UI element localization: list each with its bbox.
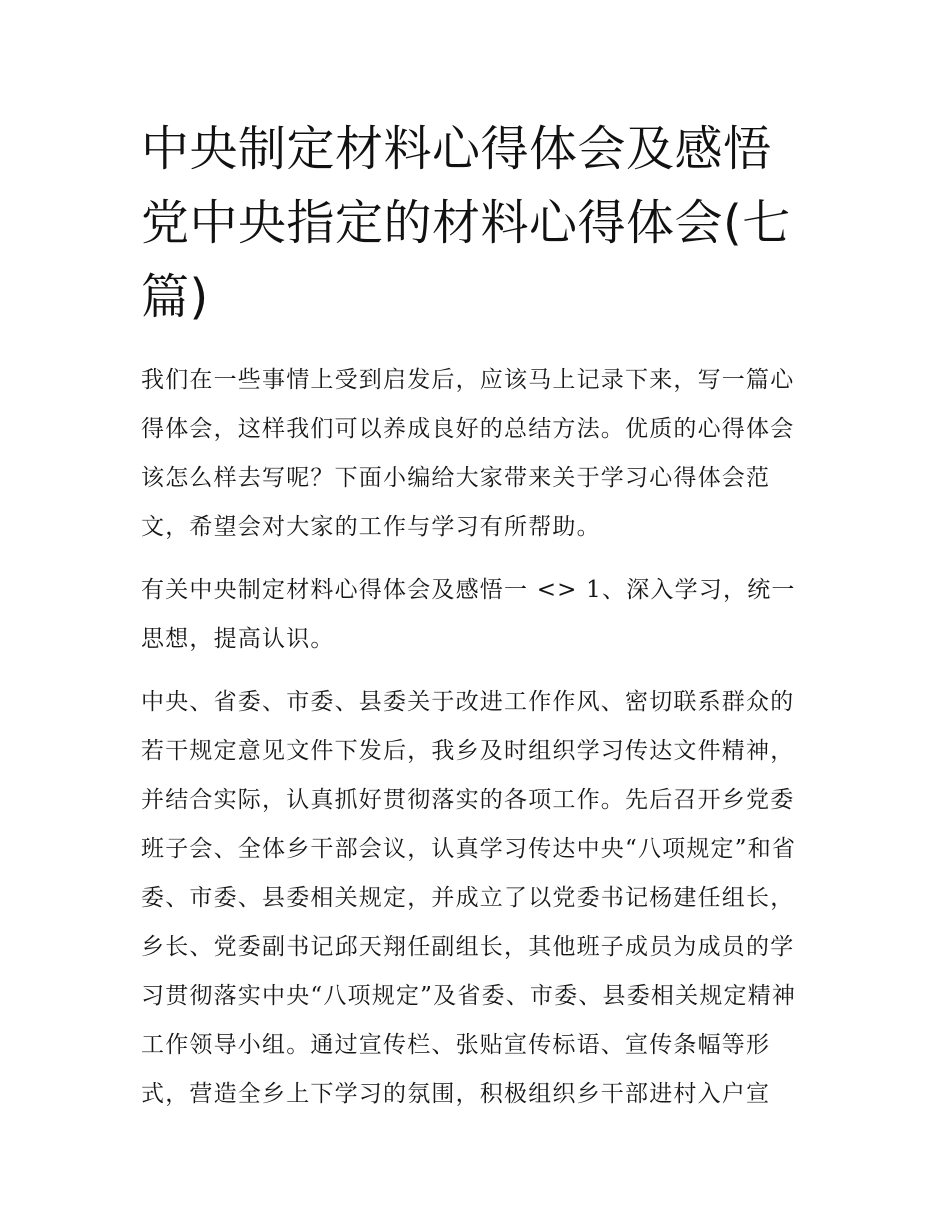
body-paragraph: 中央、省委、市委、县委关于改进工作作风、密切联系群众的若干规定意见文件下发后，我乡及时组织学习传达文件精神，并结合实际，认真抓好贯彻落实的各项工作。先后召开乡党委班子会、全体乡干部会议，认真学习传达中央“八项规定”和省委、市委、县委相关规定，并成立了以党委书记杨建任组长，乡长、党委副书记邱天翔任副组长，其他班子成员为成员的学习贯彻落实中央“八项规定”及省委、市委、县委相关规定精神工作领导小组。通过宣传栏、张贴宣传标语、宣传条幅等形式，营造全乡上下学习的氛围，积极组织乡干部进村入户宣 — [141, 689, 797, 1107]
document-body — [141, 112, 813, 1119]
section-heading-paragraph: 有关中央制定材料心得体会及感悟一 <> 1、深入学习，统一思想，提高认识。 — [141, 577, 796, 652]
document-title: 中央制定材料心得体会及感悟党中央指定的材料心得体会(七篇) — [141, 121, 791, 325]
intro-paragraph: 我们在一些事情上受到启发后，应该马上记录下来，写一篇心得体会，这样我们可以养成良好的总结方法。优质的心得体会该怎么样去写呢？下面小编给大家带来关于学习心得体会范文，希望会对大家的工作与学习有所帮助。 — [141, 367, 795, 540]
